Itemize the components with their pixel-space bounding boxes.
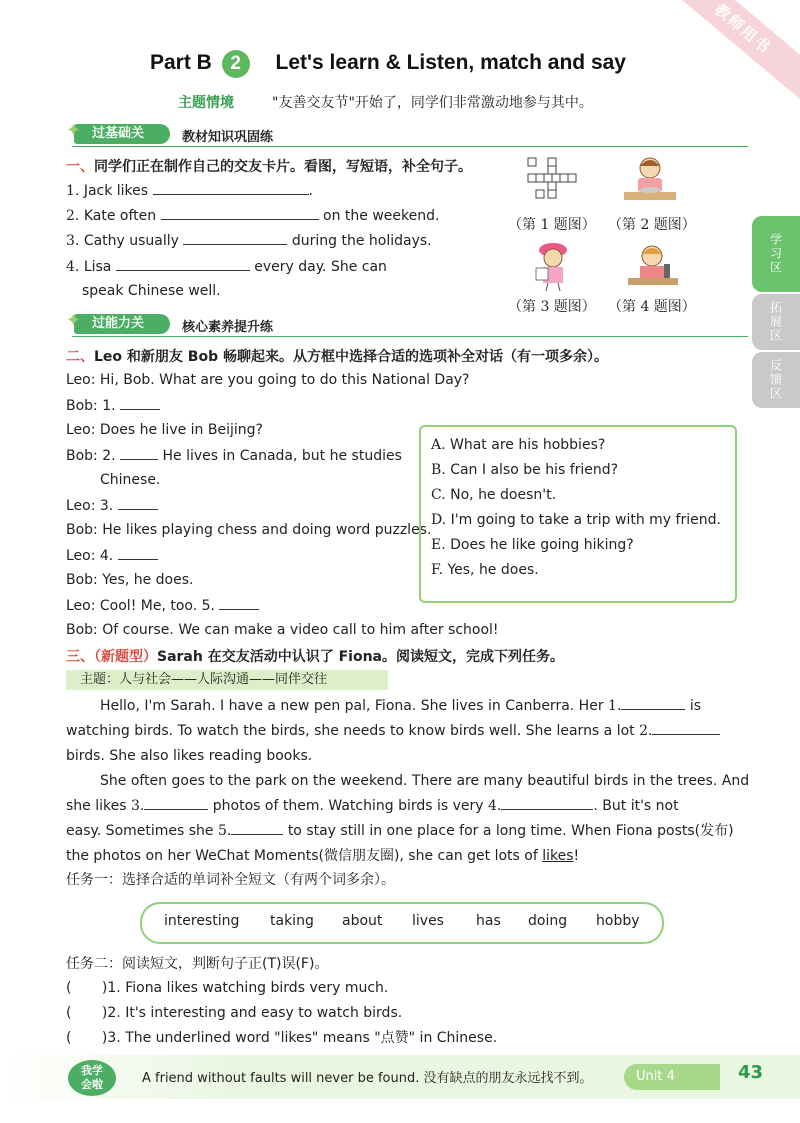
answer-blank[interactable] — [120, 395, 160, 410]
line-text: on the weekend. — [323, 208, 440, 224]
task-2-instruction: 任务二：阅读短文，判断句子正(T)误(F)。 — [66, 956, 329, 972]
question-2-title — [66, 346, 608, 366]
answer-blank[interactable] — [120, 445, 158, 460]
q1-line-5: speak Chinese well. — [82, 283, 221, 299]
tf-item-1: ( )1. Fiona likes watching birds very much. — [66, 980, 389, 996]
tf-text: 3. The underlined word "likes" means "点赞" in Chinese. — [107, 1030, 498, 1046]
answer-blank[interactable] — [621, 695, 685, 710]
option-letter: C. — [431, 487, 446, 503]
passage-text: to stay still in one place for a long time. When Fiona posts(发布) — [287, 823, 734, 839]
caption-3: （第 3 题图） — [508, 299, 596, 315]
answer-blank[interactable] — [501, 795, 593, 810]
passage-text: the photos on her WeChat Moments(微信朋友圈), she can get lots of — [66, 848, 538, 864]
question-number: 一、 — [66, 159, 94, 175]
star-icon: ✦ — [66, 120, 82, 141]
side-tab-extend[interactable]: 拓展区 — [752, 294, 800, 350]
line-text: Jack likes — [83, 183, 149, 199]
option-letter: B. — [431, 462, 446, 478]
option-text: What are his hobbies? — [450, 437, 606, 453]
passage-text: is — [689, 698, 702, 714]
passage-line: birds. She also likes reading books. — [66, 748, 313, 764]
girl-reading-image — [530, 240, 576, 292]
blank-number: 4. — [488, 798, 502, 814]
word-bank-item[interactable]: about — [342, 913, 383, 929]
footer-badge — [68, 1060, 116, 1096]
section-badge-ability — [66, 310, 170, 334]
passage-subtheme: 主题：人与社会——人际沟通——同伴交往 — [66, 670, 388, 690]
passage-text: But it's not — [602, 798, 679, 814]
underlined-word: likes — [542, 848, 574, 864]
q1-line-3 — [66, 230, 432, 251]
q1-line-4 — [66, 256, 387, 277]
page-title — [150, 50, 626, 78]
q1-line-2 — [66, 205, 439, 226]
dialog-line: Leo: Hi, Bob. What are you going to do this National Day? — [66, 372, 470, 388]
item-number: 1. — [66, 183, 80, 199]
badge-line: 会啦 — [81, 1078, 103, 1091]
line-text: Lisa — [83, 259, 112, 275]
option-text: Can I also be his friend? — [450, 462, 619, 478]
passage-text: . — [593, 798, 598, 814]
option-text: No, he doesn't. — [450, 487, 557, 503]
passage-line — [66, 794, 734, 819]
blank-number: 3. — [130, 798, 145, 814]
question-number: 三、 — [66, 649, 94, 665]
tf-item-2: ( )2. It's interesting and easy to watch birds. — [66, 1005, 403, 1021]
line-text: He lives in Canada, but he studies — [162, 448, 402, 464]
passage-line — [66, 844, 734, 869]
title-text: Let's learn & Listen, match and say — [275, 51, 626, 74]
side-tab-feedback[interactable]: 反馈区 — [752, 352, 800, 408]
section-subtitle: 教材知识巩固练 — [182, 130, 274, 145]
girl-studying-image — [624, 240, 682, 290]
option-e[interactable] — [431, 537, 634, 553]
teacher-edition-stamp: 教师用书 — [659, 0, 800, 103]
item-number: 2. — [66, 208, 80, 224]
passage-text: easy. Sometimes she — [66, 823, 214, 839]
word-bank-item[interactable]: lives — [412, 913, 444, 929]
task-1-instruction: 任务一：选择合适的单词补全短文（有两个词多余）。 — [66, 872, 395, 888]
line-text: Leo: 4. — [66, 548, 114, 564]
word-bank-item[interactable]: taking — [270, 913, 314, 929]
caption-1: （第 1 题图） — [508, 217, 596, 233]
options-box — [419, 425, 737, 603]
passage-text: Hello, I'm Sarah. I have a new pen pal, Fiona. She lives in Canberra. Her — [100, 698, 604, 714]
caption-4: （第 4 题图） — [608, 299, 696, 315]
option-letter: A. — [431, 437, 446, 453]
option-text: Does he like going hiking? — [450, 537, 634, 553]
option-f[interactable] — [431, 562, 539, 578]
option-letter: E. — [431, 537, 446, 553]
question-number: 二、 — [66, 349, 94, 365]
line-text: Leo: 3. — [66, 498, 114, 514]
answer-blank[interactable] — [118, 545, 158, 560]
tf-item-3: ( )3. The underlined word "likes" means "点赞" in Chinese. — [66, 1030, 498, 1046]
girl-cooking-image — [620, 154, 680, 204]
line-text: Kate often — [83, 208, 157, 224]
new-type-tag: （新题型） — [94, 649, 157, 665]
line-text: Bob: 2. — [66, 448, 116, 464]
dialog-line — [66, 395, 160, 416]
section-badge-label: 过基础关 — [92, 126, 145, 141]
item-number: 4. — [66, 259, 80, 275]
passage-text: photos of them. Watching birds is very — [212, 798, 484, 814]
blank-number: 2. — [639, 723, 653, 739]
question-3-title — [66, 646, 564, 666]
passage-text: she likes — [66, 798, 127, 814]
option-c[interactable] — [431, 487, 556, 503]
option-text: Yes, he does. — [447, 562, 539, 578]
tf-text: 1. Fiona likes watching birds very much. — [107, 980, 389, 996]
option-letter: D. — [431, 512, 447, 528]
line-text: Cathy usually — [83, 233, 179, 249]
blank-number: 5. — [218, 823, 232, 839]
section-divider — [72, 146, 748, 147]
option-d[interactable] — [431, 512, 721, 528]
crossword-puzzle-image — [526, 156, 582, 204]
section-subtitle: 核心素养提升练 — [182, 320, 274, 335]
blank-number: 1. — [608, 698, 622, 714]
item-number: 3. — [66, 233, 80, 249]
answer-blank[interactable] — [161, 205, 319, 220]
option-text: I'm going to take a trip with my friend. — [450, 512, 721, 528]
answer-blank[interactable] — [153, 180, 309, 195]
word-bank-item[interactable]: doing — [528, 913, 568, 929]
dialog-line — [66, 595, 259, 616]
theme-label: 主题情境 — [178, 95, 234, 111]
passage-line — [66, 694, 734, 719]
answer-blank[interactable] — [116, 256, 250, 271]
answer-blank[interactable] — [652, 720, 720, 735]
question-1-title — [66, 156, 472, 176]
passage-line — [66, 819, 734, 844]
answer-blank[interactable] — [144, 795, 208, 810]
dialog-line — [66, 545, 158, 566]
section-badge-label: 过能力关 — [92, 316, 145, 331]
dialog-line: Bob: Of course. We can make a video call to him after school! — [66, 622, 499, 638]
word-bank-item[interactable]: interesting — [164, 913, 240, 929]
q1-line-1 — [66, 180, 313, 201]
line-text: Bob: 1. — [66, 398, 116, 414]
footer-quote: A friend without faults will never be found. 没有缺点的朋友永远找不到。 — [142, 1071, 593, 1086]
section-divider — [72, 336, 748, 337]
option-a[interactable] — [431, 437, 605, 453]
title-number-badge: 2 — [222, 50, 250, 78]
title-part: Part B — [150, 51, 212, 74]
answer-blank[interactable] — [231, 820, 283, 835]
page-number: 43 — [738, 1062, 764, 1083]
dialog-line — [66, 445, 402, 466]
tf-text: 2. It's interesting and easy to watch birds. — [107, 1005, 403, 1021]
line-text: Leo: Cool! Me, too. 5. — [66, 598, 215, 614]
dialog-line: Bob: He likes playing chess and doing word puzzles. — [66, 522, 432, 538]
dialog-line: Leo: Does he live in Beijing? — [66, 422, 263, 438]
passage-line: She often goes to the park on the weekend. There are many beautiful birds in the trees. And — [100, 773, 750, 789]
line-text: . — [308, 183, 313, 199]
answer-blank[interactable] — [219, 595, 259, 610]
option-letter: F. — [431, 562, 443, 578]
passage-text: watching birds. To watch the birds, she needs to know birds well. She learns a lot — [66, 723, 635, 739]
theme-text: "友善交友节"开始了，同学们非常激动地参与其中。 — [272, 95, 593, 111]
section-badge-basic — [66, 120, 170, 144]
passage-line — [66, 719, 734, 744]
dialog-line — [66, 495, 158, 516]
badge-line: 我学 — [81, 1064, 103, 1077]
dialog-line: Chinese. — [100, 472, 161, 488]
question-text: Leo 和新朋友 Bob 畅聊起来。从方框中选择合适的选项补全对话（有一项多余）。 — [94, 349, 608, 365]
side-tab-study[interactable]: 学习区 — [752, 216, 800, 292]
dialog-line: Bob: Yes, he does. — [66, 572, 194, 588]
footer-unit-label: Unit 4 — [624, 1064, 720, 1090]
line-text: during the holidays. — [291, 233, 432, 249]
star-icon: ✦ — [66, 310, 82, 331]
answer-blank[interactable] — [183, 230, 287, 245]
option-b[interactable] — [431, 462, 618, 478]
question-text: 同学们正在制作自己的交友卡片。看图，写短语，补全句子。 — [94, 159, 472, 175]
passage-text: ! — [573, 848, 580, 864]
caption-2: （第 2 题图） — [608, 217, 696, 233]
word-bank-item[interactable]: hobby — [596, 913, 640, 929]
line-text: every day. She can — [254, 259, 387, 275]
question-text: Sarah 在交友活动中认识了 Fiona。阅读短文，完成下列任务。 — [157, 649, 564, 665]
word-bank-box — [140, 902, 664, 944]
answer-blank[interactable] — [118, 495, 158, 510]
word-bank-item[interactable]: has — [476, 913, 501, 929]
